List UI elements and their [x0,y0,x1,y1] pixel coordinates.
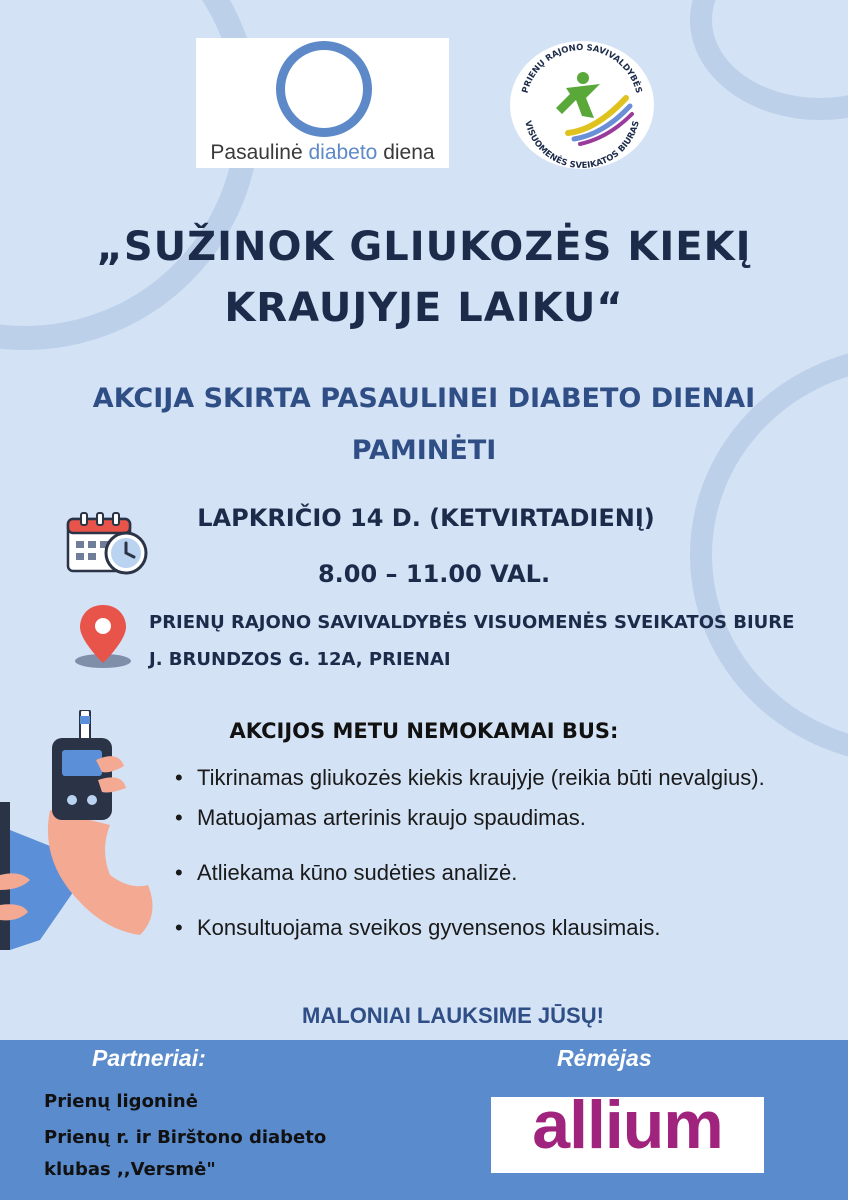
partners-heading: Partneriai: [92,1045,206,1071]
event-time: 8.00 – 11.00 VAL. [317,560,551,588]
partner-line: Prienų r. ir Birštono diabeto [44,1127,327,1148]
location-line2: J. BRUNDZOS G. 12A, PRIENAI [149,649,451,670]
main-title-line1: „SUŽINOK GLIUKOZĖS KIEKĮ [96,224,752,270]
services-title: AKCIJOS METU NEMOKAMAI BUS: [229,719,619,743]
services-list [175,762,835,944]
decor-ring-top-right [690,0,848,120]
sponsor-heading: Rėmėjas [557,1045,652,1071]
closing-message: MALONIAI LAUKSIME JŪSŲ! [302,1003,604,1028]
seal-top-text: PRIENŲ RAJONO SAVIVALDYBĖS [520,42,644,95]
location-line1: PRIENŲ RAJONO SAVIVALDYBĖS VISUOMENĖS SVEIKATOS BIURE [149,612,795,633]
diabetes-day-logo-text: Pasaulinė diabeto diena [210,141,435,164]
event-date: LAPKRIČIO 14 D. (KETVIRTADIENĮ) [197,504,655,532]
municipality-seal-logo [508,38,656,170]
list-item: • Matuojamas arterinis kraujo spaudimas. [175,802,835,834]
sponsor-logo [491,1087,764,1173]
sponsor-logo-text: allium [532,1087,723,1163]
diabetes-day-logo [196,38,449,168]
seal-bottom-text: VISUOMENĖS SVEIKATOS BIURAS [522,119,642,170]
main-title-line2: KRAUJYJE LAIKU“ [224,285,624,331]
list-item: • Konsultuojama sveikos gyvensenos klausimais. [175,912,835,944]
list-item: • Tikrinamas gliukozės kiekis kraujyje (reikia būti nevalgius). [175,762,835,794]
partner-line: Prienų ligoninė [44,1091,198,1112]
list-item: • Atliekama kūno sudėties analizė. [175,857,835,889]
municipality-seal-icon [508,38,656,170]
partner-line: klubas ,,Versmė" [44,1159,216,1180]
subtitle-line1: AKCIJA SKIRTA PASAULINEI DIABETO DIENAI [92,383,756,414]
blue-circle-icon [276,41,372,137]
location-pin-icon [72,601,134,671]
subtitle-line2: PAMINĖTI [351,435,497,466]
glucose-meter-hand-icon [0,710,160,960]
